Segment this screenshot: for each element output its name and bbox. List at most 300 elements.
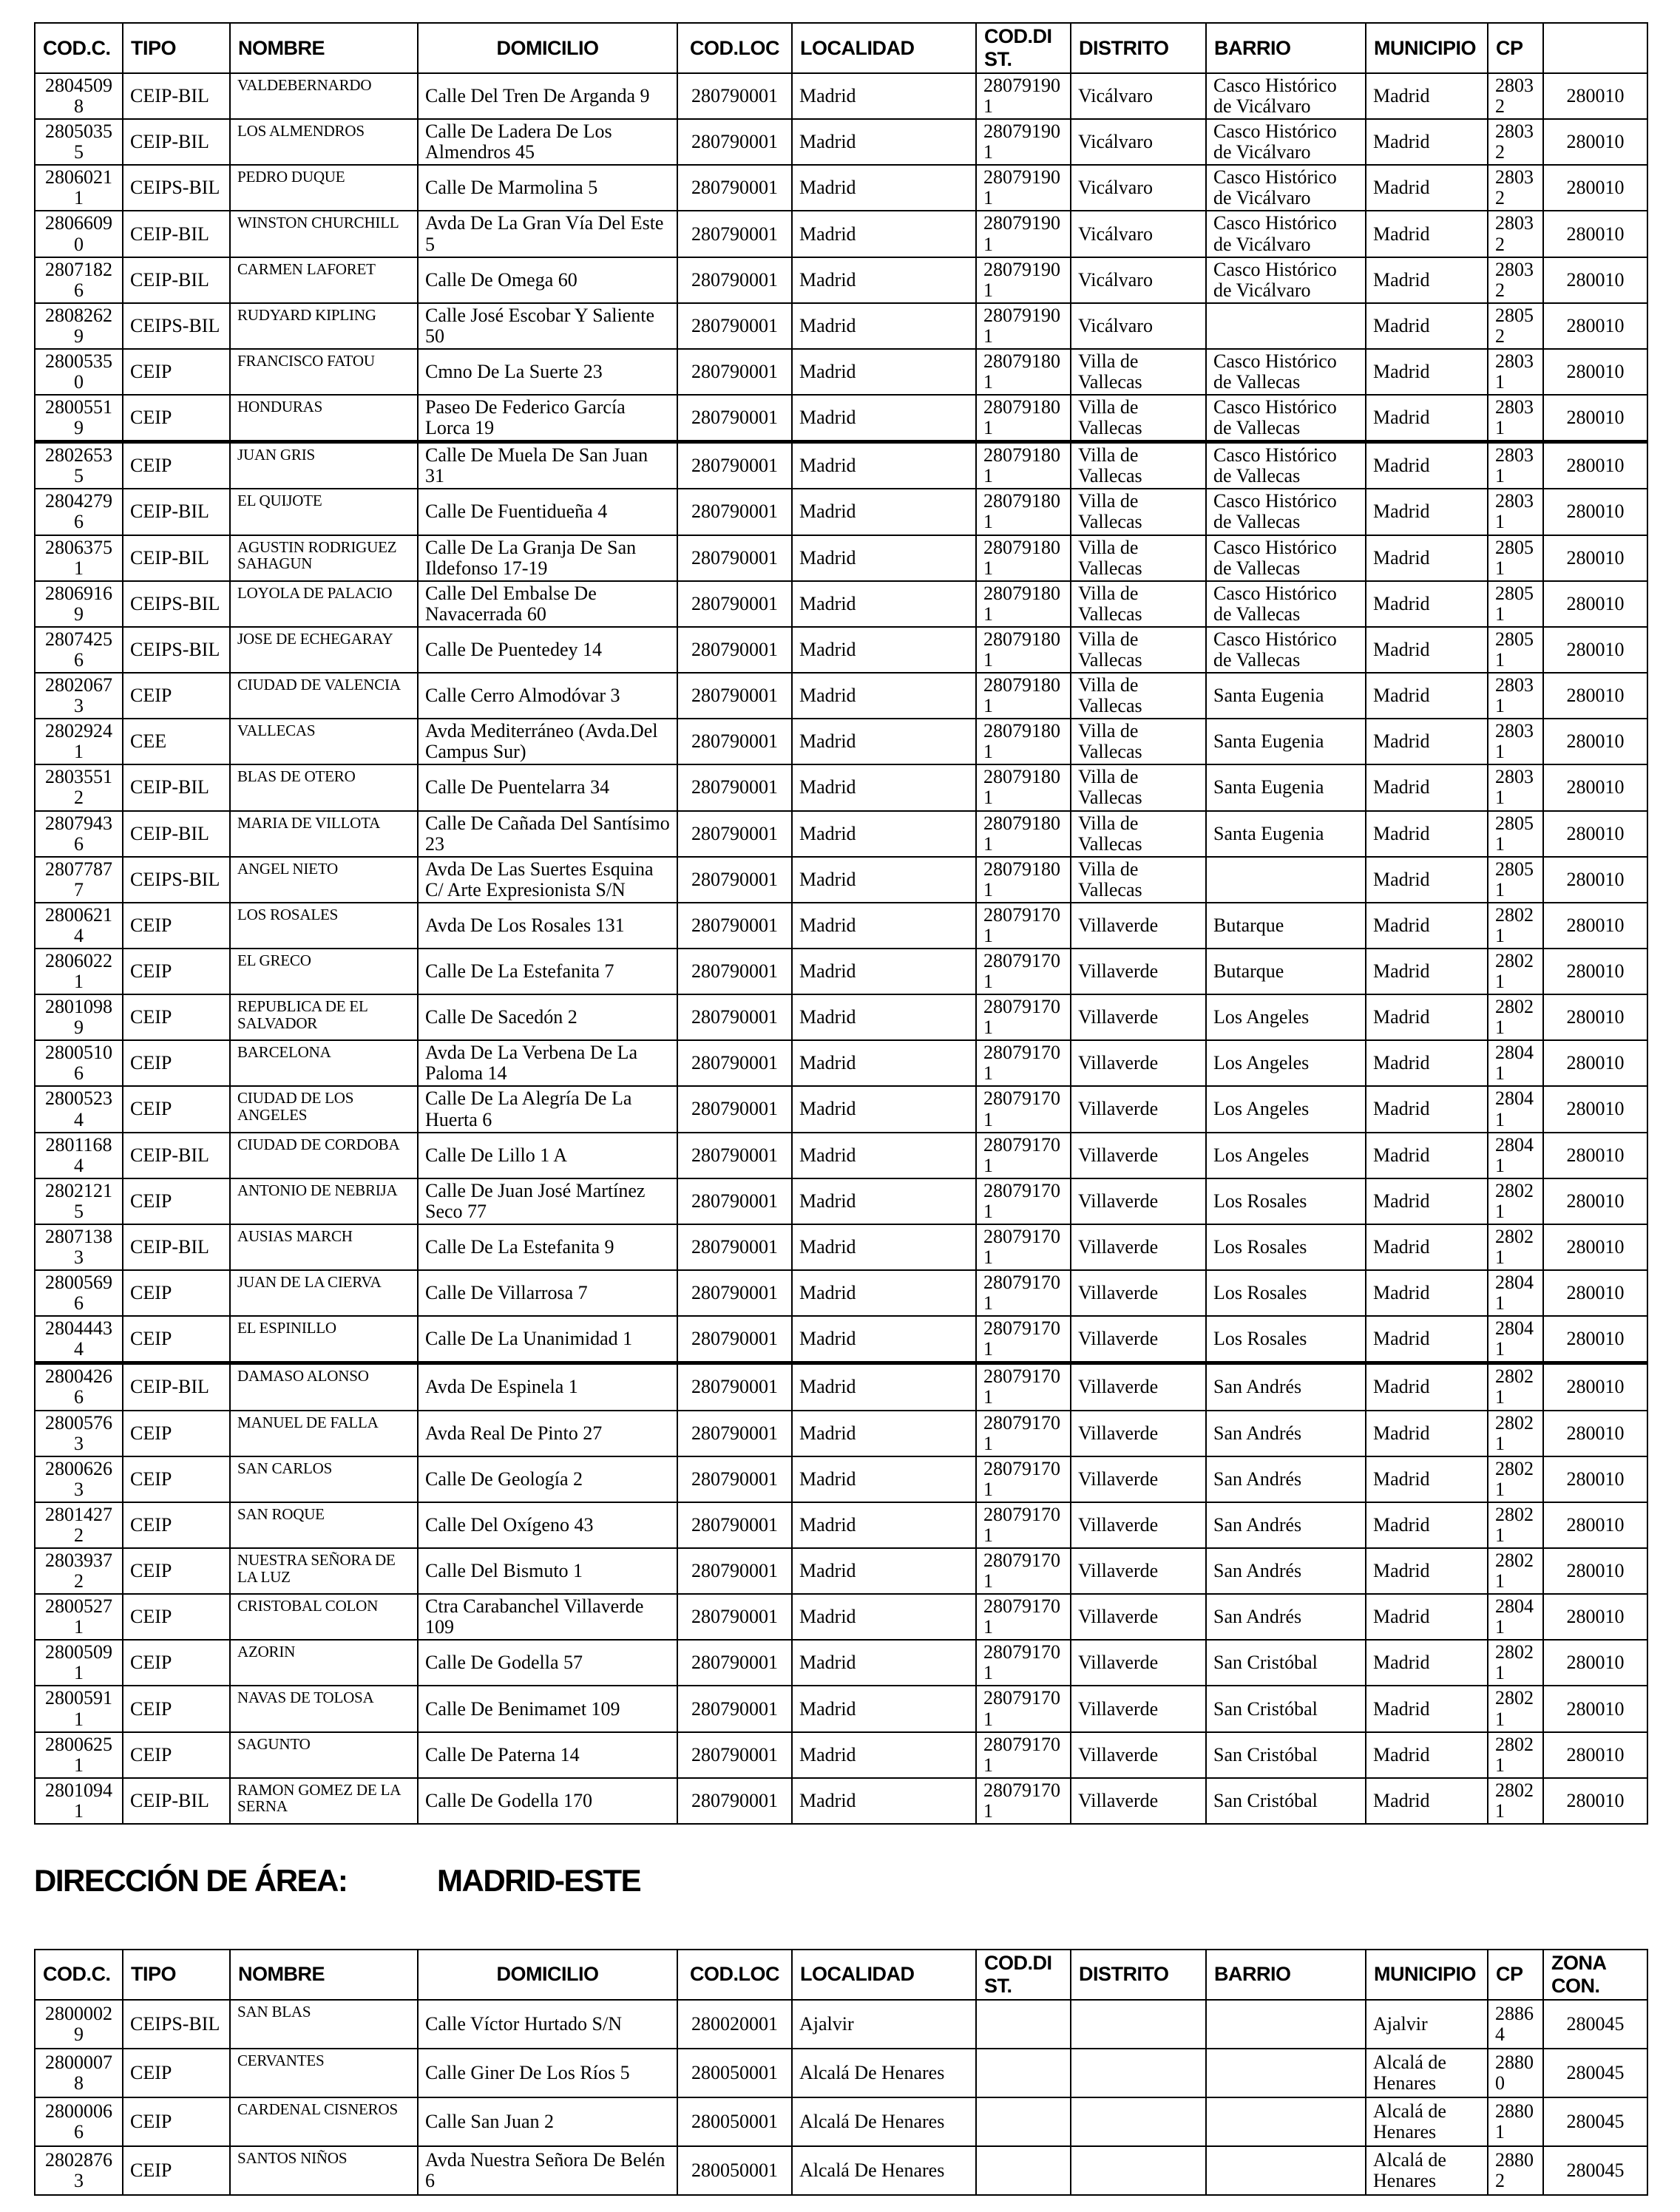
cell-nombre: EL ESPINILLO xyxy=(230,1316,418,1363)
cell-tipo: CEIP xyxy=(123,1086,230,1132)
cell-cod-dist: 280791901 xyxy=(976,211,1071,257)
cell-cod-loc: 280790001 xyxy=(677,811,792,857)
cell-nombre: BARCELONA xyxy=(230,1040,418,1086)
cell-zona-con: 280010 xyxy=(1543,857,1647,903)
cell-zona-con: 280045 xyxy=(1543,2000,1647,2049)
header-row xyxy=(35,23,1647,73)
cell-localidad: Ajalvir xyxy=(792,2000,976,2049)
cell-zona-con: 280010 xyxy=(1543,1270,1647,1316)
column-header-municipio: MUNICIPIO xyxy=(1366,1950,1488,2000)
table-row xyxy=(35,119,1647,165)
table-row xyxy=(35,1778,1647,1824)
cell-cod-dist: 280791701 xyxy=(976,1686,1071,1731)
cell-cod-c: 28028763 xyxy=(35,2146,123,2195)
cell-domicilio: Calle José Escobar Y Saliente 50 xyxy=(418,303,677,349)
table-row xyxy=(35,1040,1647,1086)
table-row xyxy=(35,764,1647,810)
cell-nombre: BLAS DE OTERO xyxy=(230,764,418,810)
cell-barrio: San Andrés xyxy=(1206,1548,1366,1594)
cell-cod-c: 28082629 xyxy=(35,303,123,349)
cell-localidad: Madrid xyxy=(792,1594,976,1640)
cell-tipo: CEIP xyxy=(123,903,230,949)
cell-tipo: CEIP-BIL xyxy=(123,489,230,535)
cell-nombre: CRISTOBAL COLON xyxy=(230,1594,418,1640)
cell-municipio: Madrid xyxy=(1366,811,1488,857)
cell-zona-con: 280010 xyxy=(1543,949,1647,994)
cell-cod-loc: 280790001 xyxy=(677,1502,792,1548)
cell-cod-loc: 280790001 xyxy=(677,395,792,442)
cell-municipio: Madrid xyxy=(1366,1086,1488,1132)
cell-nombre: DAMASO ALONSO xyxy=(230,1363,418,1411)
column-header-domicilio: DOMICILIO xyxy=(418,23,677,73)
cell-distrito: Villa de Vallecas xyxy=(1071,581,1206,627)
cell-cod-dist: 280791701 xyxy=(976,1363,1071,1411)
cell-nombre: MANUEL DE FALLA xyxy=(230,1411,418,1456)
cell-cp: 28021 xyxy=(1488,1224,1543,1270)
cell-municipio: Madrid xyxy=(1366,1686,1488,1731)
cell-localidad: Madrid xyxy=(792,442,976,489)
cell-municipio: Madrid xyxy=(1366,119,1488,165)
cell-cod-dist: 280791701 xyxy=(976,949,1071,994)
cell-cod-loc: 280790001 xyxy=(677,1316,792,1363)
cell-cod-c: 28060211 xyxy=(35,165,123,211)
cell-cod-c: 28035512 xyxy=(35,764,123,810)
cell-cod-dist xyxy=(976,2000,1071,2049)
cell-tipo: CEIP xyxy=(123,349,230,395)
cell-cod-c: 28005519 xyxy=(35,395,123,442)
cell-tipo: CEIP xyxy=(123,994,230,1040)
cell-barrio: Los Rosales xyxy=(1206,1224,1366,1270)
cell-tipo: CEIPS-BIL xyxy=(123,2000,230,2049)
cell-distrito: Vicálvaro xyxy=(1071,211,1206,257)
cell-localidad: Madrid xyxy=(792,395,976,442)
cell-cp: 28032 xyxy=(1488,257,1543,303)
table-row xyxy=(35,1548,1647,1594)
column-header-nombre: NOMBRE xyxy=(230,23,418,73)
cell-nombre: CARDENAL CISNEROS xyxy=(230,2097,418,2146)
cell-municipio: Madrid xyxy=(1366,535,1488,581)
cell-zona-con: 280010 xyxy=(1543,627,1647,673)
cell-cod-c: 28071826 xyxy=(35,257,123,303)
cell-cod-loc: 280790001 xyxy=(677,1548,792,1594)
cell-zona-con: 280010 xyxy=(1543,1456,1647,1502)
cell-municipio: Madrid xyxy=(1366,949,1488,994)
cell-domicilio: Calle San Juan 2 xyxy=(418,2097,677,2146)
cell-municipio: Madrid xyxy=(1366,442,1488,489)
cell-distrito: Villa de Vallecas xyxy=(1071,764,1206,810)
cell-tipo: CEIP-BIL xyxy=(123,764,230,810)
cell-localidad: Madrid xyxy=(792,1411,976,1456)
cell-distrito: Villaverde xyxy=(1071,1270,1206,1316)
cell-cod-dist: 280791901 xyxy=(976,303,1071,349)
cell-tipo: CEIP xyxy=(123,1732,230,1778)
cell-municipio: Ajalvir xyxy=(1366,2000,1488,2049)
cell-cod-c: 28021215 xyxy=(35,1178,123,1224)
table-row xyxy=(35,1502,1647,1548)
cell-domicilio: Avda De Las Suertes Esquina C/ Arte Expresionista S/N xyxy=(418,857,677,903)
cell-distrito: Villaverde xyxy=(1071,949,1206,994)
cell-domicilio: Avda Mediterráneo (Avda.Del Campus Sur) xyxy=(418,719,677,764)
cell-tipo: CEIP xyxy=(123,1502,230,1548)
cell-nombre: ANGEL NIETO xyxy=(230,857,418,903)
cell-municipio: Madrid xyxy=(1366,1594,1488,1640)
cell-cp: 28031 xyxy=(1488,719,1543,764)
cell-localidad: Alcalá De Henares xyxy=(792,2049,976,2097)
cell-nombre: HONDURAS xyxy=(230,395,418,442)
cell-domicilio: Cmno De La Suerte 23 xyxy=(418,349,677,395)
cell-nombre: VALLECAS xyxy=(230,719,418,764)
cell-municipio: Madrid xyxy=(1366,211,1488,257)
cell-cod-dist: 280791701 xyxy=(976,1133,1071,1178)
cell-municipio: Madrid xyxy=(1366,395,1488,442)
cell-localidad: Madrid xyxy=(792,1270,976,1316)
cell-cp: 28041 xyxy=(1488,1040,1543,1086)
cell-barrio: Los Angeles xyxy=(1206,1086,1366,1132)
cell-municipio: Madrid xyxy=(1366,1640,1488,1686)
cell-localidad: Madrid xyxy=(792,1086,976,1132)
cell-distrito: Villa de Vallecas xyxy=(1071,719,1206,764)
cell-cp: 28021 xyxy=(1488,1548,1543,1594)
cell-localidad: Madrid xyxy=(792,627,976,673)
column-header-domicilio: DOMICILIO xyxy=(418,1950,677,2000)
cell-cp: 28021 xyxy=(1488,1732,1543,1778)
cell-distrito: Villa de Vallecas xyxy=(1071,489,1206,535)
table-row xyxy=(35,2146,1647,2195)
cell-localidad: Madrid xyxy=(792,1640,976,1686)
cell-tipo: CEIP-BIL xyxy=(123,211,230,257)
cell-localidad: Madrid xyxy=(792,1548,976,1594)
cell-nombre: SAN BLAS xyxy=(230,2000,418,2049)
cell-barrio: San Cristóbal xyxy=(1206,1640,1366,1686)
cell-cp: 28041 xyxy=(1488,1086,1543,1132)
cell-municipio: Madrid xyxy=(1366,1456,1488,1502)
cell-tipo: CEIP xyxy=(123,1316,230,1363)
cell-cod-dist: 280791701 xyxy=(976,1224,1071,1270)
cell-zona-con: 280010 xyxy=(1543,1363,1647,1411)
cell-zona-con: 280010 xyxy=(1543,903,1647,949)
cell-nombre: SAN CARLOS xyxy=(230,1456,418,1502)
cell-domicilio: Paseo De Federico García Lorca 19 xyxy=(418,395,677,442)
cell-tipo: CEIP xyxy=(123,2097,230,2146)
cell-cod-dist: 280791801 xyxy=(976,349,1071,395)
cell-domicilio: Calle De Lillo 1 A xyxy=(418,1133,677,1178)
cell-zona-con: 280010 xyxy=(1543,1502,1647,1548)
cell-cod-loc: 280790001 xyxy=(677,994,792,1040)
cell-cod-c: 28005271 xyxy=(35,1594,123,1640)
cell-distrito: Villa de Vallecas xyxy=(1071,395,1206,442)
cell-cod-loc: 280790001 xyxy=(677,1732,792,1778)
cell-nombre: NAVAS DE TOLOSA xyxy=(230,1686,418,1731)
cell-distrito xyxy=(1071,2000,1206,2049)
cell-cod-loc: 280790001 xyxy=(677,1086,792,1132)
cell-localidad: Madrid xyxy=(792,535,976,581)
cell-nombre: CIUDAD DE CORDOBA xyxy=(230,1133,418,1178)
cell-nombre: PEDRO DUQUE xyxy=(230,165,418,211)
cell-cp: 28032 xyxy=(1488,165,1543,211)
cell-barrio: Casco Histórico de Vallecas xyxy=(1206,442,1366,489)
cell-municipio: Madrid xyxy=(1366,489,1488,535)
cell-cp: 28052 xyxy=(1488,303,1543,349)
cell-cp: 28041 xyxy=(1488,1594,1543,1640)
table-row xyxy=(35,165,1647,211)
table-row xyxy=(35,673,1647,719)
cell-tipo: CEIP xyxy=(123,1594,230,1640)
cell-zona-con: 280010 xyxy=(1543,1732,1647,1778)
cell-barrio xyxy=(1206,2049,1366,2097)
cell-cod-c: 28006251 xyxy=(35,1732,123,1778)
cell-cod-loc: 280790001 xyxy=(677,73,792,119)
cell-barrio xyxy=(1206,303,1366,349)
cell-nombre: SAN ROQUE xyxy=(230,1502,418,1548)
cell-tipo: CEIPS-BIL xyxy=(123,857,230,903)
cell-tipo: CEIP xyxy=(123,1686,230,1731)
cell-cod-dist: 280791801 xyxy=(976,811,1071,857)
cell-cod-c: 28005234 xyxy=(35,1086,123,1132)
cell-municipio: Madrid xyxy=(1366,1133,1488,1178)
cell-tipo: CEIP-BIL xyxy=(123,1224,230,1270)
table-row xyxy=(35,489,1647,535)
cell-cp: 28021 xyxy=(1488,994,1543,1040)
cell-cod-c: 28079436 xyxy=(35,811,123,857)
cell-municipio: Madrid xyxy=(1366,73,1488,119)
cell-localidad: Madrid xyxy=(792,1502,976,1548)
cell-municipio: Madrid xyxy=(1366,1502,1488,1548)
cell-distrito: Villaverde xyxy=(1071,1040,1206,1086)
cell-cp: 28021 xyxy=(1488,1778,1543,1824)
cell-domicilio: Calle De La Estefanita 7 xyxy=(418,949,677,994)
cell-cod-c: 28005106 xyxy=(35,1040,123,1086)
cell-zona-con: 280010 xyxy=(1543,1548,1647,1594)
cell-domicilio: Calle De Puentelarra 34 xyxy=(418,764,677,810)
cell-cod-loc: 280790001 xyxy=(677,1040,792,1086)
cell-cod-c: 28011684 xyxy=(35,1133,123,1178)
cell-cod-loc: 280790001 xyxy=(677,673,792,719)
table-row xyxy=(35,994,1647,1040)
table-row xyxy=(35,1178,1647,1224)
cell-barrio: Casco Histórico de Vallecas xyxy=(1206,349,1366,395)
cell-barrio: Casco Histórico de Vallecas xyxy=(1206,489,1366,535)
cell-distrito: Villa de Vallecas xyxy=(1071,811,1206,857)
cell-domicilio: Calle Del Bismuto 1 xyxy=(418,1548,677,1594)
cell-cod-dist: 280791701 xyxy=(976,1411,1071,1456)
cell-cod-loc: 280790001 xyxy=(677,489,792,535)
cell-municipio: Madrid xyxy=(1366,257,1488,303)
cell-domicilio: Avda De La Verbena De La Paloma 14 xyxy=(418,1040,677,1086)
cell-tipo: CEE xyxy=(123,719,230,764)
cell-cod-dist: 280791801 xyxy=(976,395,1071,442)
table-row xyxy=(35,2000,1647,2049)
table-row xyxy=(35,1732,1647,1778)
column-header-cod-dist: COD.DIST. xyxy=(976,1950,1071,2000)
cell-cp: 28031 xyxy=(1488,395,1543,442)
cell-localidad: Madrid xyxy=(792,1224,976,1270)
cell-domicilio: Calle De La Unanimidad 1 xyxy=(418,1316,677,1363)
cell-domicilio: Avda De Los Rosales 131 xyxy=(418,903,677,949)
cell-barrio: Casco Histórico de Vicálvaro xyxy=(1206,73,1366,119)
table-row xyxy=(35,1686,1647,1731)
cell-cod-dist: 280791701 xyxy=(976,1456,1071,1502)
cell-cp: 28031 xyxy=(1488,442,1543,489)
cell-cod-c: 28042796 xyxy=(35,489,123,535)
cell-municipio: Alcalá de Henares xyxy=(1366,2049,1488,2097)
cell-cod-c: 28066090 xyxy=(35,211,123,257)
table-row xyxy=(35,395,1647,442)
column-header-barrio: BARRIO xyxy=(1206,23,1366,73)
cell-cod-loc: 280790001 xyxy=(677,719,792,764)
table-row xyxy=(35,1316,1647,1363)
cell-cp: 28801 xyxy=(1488,2097,1543,2146)
cell-domicilio: Calle Víctor Hurtado S/N xyxy=(418,2000,677,2049)
cell-tipo: CEIP-BIL xyxy=(123,1133,230,1178)
cell-cp: 28021 xyxy=(1488,1502,1543,1548)
cell-cod-loc: 280050001 xyxy=(677,2049,792,2097)
cell-cp: 28802 xyxy=(1488,2146,1543,2195)
cell-cod-dist: 280791901 xyxy=(976,257,1071,303)
cell-cp: 28031 xyxy=(1488,673,1543,719)
cell-distrito: Villaverde xyxy=(1071,1686,1206,1731)
cell-municipio: Madrid xyxy=(1366,903,1488,949)
table-row xyxy=(35,303,1647,349)
cell-cp: 28051 xyxy=(1488,535,1543,581)
cell-tipo: CEIP-BIL xyxy=(123,1778,230,1824)
cell-localidad: Madrid xyxy=(792,994,976,1040)
cell-zona-con: 280010 xyxy=(1543,119,1647,165)
cell-cod-c: 28004266 xyxy=(35,1363,123,1411)
cell-cod-dist: 280791701 xyxy=(976,1640,1071,1686)
cell-localidad: Alcalá De Henares xyxy=(792,2146,976,2195)
column-header-localidad: LOCALIDAD xyxy=(792,23,976,73)
cell-localidad: Madrid xyxy=(792,211,976,257)
cell-zona-con: 280010 xyxy=(1543,211,1647,257)
cell-cod-loc: 280790001 xyxy=(677,535,792,581)
cell-localidad: Alcalá De Henares xyxy=(792,2097,976,2146)
cell-barrio: San Andrés xyxy=(1206,1502,1366,1548)
cell-cod-dist: 280791801 xyxy=(976,857,1071,903)
cell-cp: 28051 xyxy=(1488,581,1543,627)
cell-cod-c: 28044434 xyxy=(35,1316,123,1363)
cell-cod-loc: 280790001 xyxy=(677,764,792,810)
cell-cp: 28051 xyxy=(1488,811,1543,857)
cell-cod-c: 28000078 xyxy=(35,2049,123,2097)
cell-cp: 28021 xyxy=(1488,1640,1543,1686)
cell-zona-con: 280045 xyxy=(1543,2049,1647,2097)
cell-tipo: CEIP xyxy=(123,442,230,489)
cell-cp: 28032 xyxy=(1488,119,1543,165)
cell-domicilio: Calle De Godella 57 xyxy=(418,1640,677,1686)
cell-nombre: CIUDAD DE LOS ANGELES xyxy=(230,1086,418,1132)
cell-localidad: Madrid xyxy=(792,581,976,627)
cell-cod-dist: 280791801 xyxy=(976,764,1071,810)
cell-domicilio: Avda Nuestra Señora De Belén 6 xyxy=(418,2146,677,2195)
cell-cod-loc: 280790001 xyxy=(677,303,792,349)
cell-barrio: Los Rosales xyxy=(1206,1316,1366,1363)
cell-domicilio: Calle De Godella 170 xyxy=(418,1778,677,1824)
cell-zona-con: 280010 xyxy=(1543,1778,1647,1824)
cell-municipio: Madrid xyxy=(1366,1548,1488,1594)
table-row xyxy=(35,2049,1647,2097)
cell-localidad: Madrid xyxy=(792,489,976,535)
cell-municipio: Madrid xyxy=(1366,1270,1488,1316)
cell-cod-c: 28060221 xyxy=(35,949,123,994)
cell-cod-dist: 280791901 xyxy=(976,73,1071,119)
cell-distrito: Vicálvaro xyxy=(1071,119,1206,165)
cell-tipo: CEIP xyxy=(123,673,230,719)
cell-zona-con: 280045 xyxy=(1543,2146,1647,2195)
cell-zona-con: 280010 xyxy=(1543,442,1647,489)
cell-zona-con: 280010 xyxy=(1543,1411,1647,1456)
table-row xyxy=(35,1594,1647,1640)
cell-municipio: Madrid xyxy=(1366,1411,1488,1456)
cell-cod-loc: 280790001 xyxy=(677,581,792,627)
cell-domicilio: Calle Del Tren De Arganda 9 xyxy=(418,73,677,119)
cell-cod-c: 28071383 xyxy=(35,1224,123,1270)
cell-tipo: CEIP xyxy=(123,1040,230,1086)
cell-cod-loc: 280790001 xyxy=(677,1224,792,1270)
cell-tipo: CEIP xyxy=(123,1456,230,1502)
cell-barrio: Casco Histórico de Vicálvaro xyxy=(1206,165,1366,211)
cell-cod-dist xyxy=(976,2049,1071,2097)
cell-cod-c: 28026535 xyxy=(35,442,123,489)
cell-distrito: Villaverde xyxy=(1071,1456,1206,1502)
cell-domicilio: Avda De La Gran Vía Del Este 5 xyxy=(418,211,677,257)
cell-barrio: Casco Histórico de Vallecas xyxy=(1206,535,1366,581)
cell-tipo: CEIP xyxy=(123,949,230,994)
table-row xyxy=(35,719,1647,764)
cell-distrito: Villaverde xyxy=(1071,1640,1206,1686)
cell-zona-con: 280010 xyxy=(1543,581,1647,627)
table-row xyxy=(35,442,1647,489)
cell-municipio: Madrid xyxy=(1366,303,1488,349)
cell-cod-dist: 280791701 xyxy=(976,1778,1071,1824)
cell-tipo: CEIPS-BIL xyxy=(123,303,230,349)
cell-localidad: Madrid xyxy=(792,857,976,903)
cell-distrito: Villaverde xyxy=(1071,1224,1206,1270)
cell-distrito: Villaverde xyxy=(1071,903,1206,949)
cell-barrio: San Cristóbal xyxy=(1206,1686,1366,1731)
cell-domicilio: Calle Giner De Los Ríos 5 xyxy=(418,2049,677,2097)
cell-zona-con: 280010 xyxy=(1543,1040,1647,1086)
cell-domicilio: Calle De La Estefanita 9 xyxy=(418,1224,677,1270)
cell-tipo: CEIP-BIL xyxy=(123,119,230,165)
cell-tipo: CEIP xyxy=(123,1640,230,1686)
cell-domicilio: Calle De Puentedey 14 xyxy=(418,627,677,673)
cell-barrio: Casco Histórico de Vicálvaro xyxy=(1206,257,1366,303)
cell-distrito: Villa de Vallecas xyxy=(1071,857,1206,903)
column-header-cod-loc: COD.LOC xyxy=(677,1950,792,2000)
cell-municipio: Madrid xyxy=(1366,673,1488,719)
cell-barrio: San Andrés xyxy=(1206,1411,1366,1456)
column-header-zona-con: ZONA CON. xyxy=(1543,1950,1647,2000)
cell-zona-con: 280010 xyxy=(1543,994,1647,1040)
cell-tipo: CEIP xyxy=(123,2049,230,2097)
cell-cod-loc: 280790001 xyxy=(677,119,792,165)
cell-domicilio: Calle De Cañada Del Santísimo 23 xyxy=(418,811,677,857)
cell-distrito: Villa de Vallecas xyxy=(1071,442,1206,489)
cell-municipio: Madrid xyxy=(1366,627,1488,673)
table-row xyxy=(35,1224,1647,1270)
cell-cp: 28032 xyxy=(1488,73,1543,119)
column-header-distrito: DISTRITO xyxy=(1071,1950,1206,2000)
cell-tipo: CEIP-BIL xyxy=(123,257,230,303)
cell-nombre: RAMON GOMEZ DE LA SERNA xyxy=(230,1778,418,1824)
cell-localidad: Madrid xyxy=(792,949,976,994)
cell-zona-con: 280010 xyxy=(1543,1178,1647,1224)
cell-zona-con: 280010 xyxy=(1543,764,1647,810)
cell-localidad: Madrid xyxy=(792,1316,976,1363)
cell-municipio: Alcalá de Henares xyxy=(1366,2146,1488,2195)
cell-cod-loc: 280790001 xyxy=(677,1411,792,1456)
cell-barrio: Santa Eugenia xyxy=(1206,719,1366,764)
